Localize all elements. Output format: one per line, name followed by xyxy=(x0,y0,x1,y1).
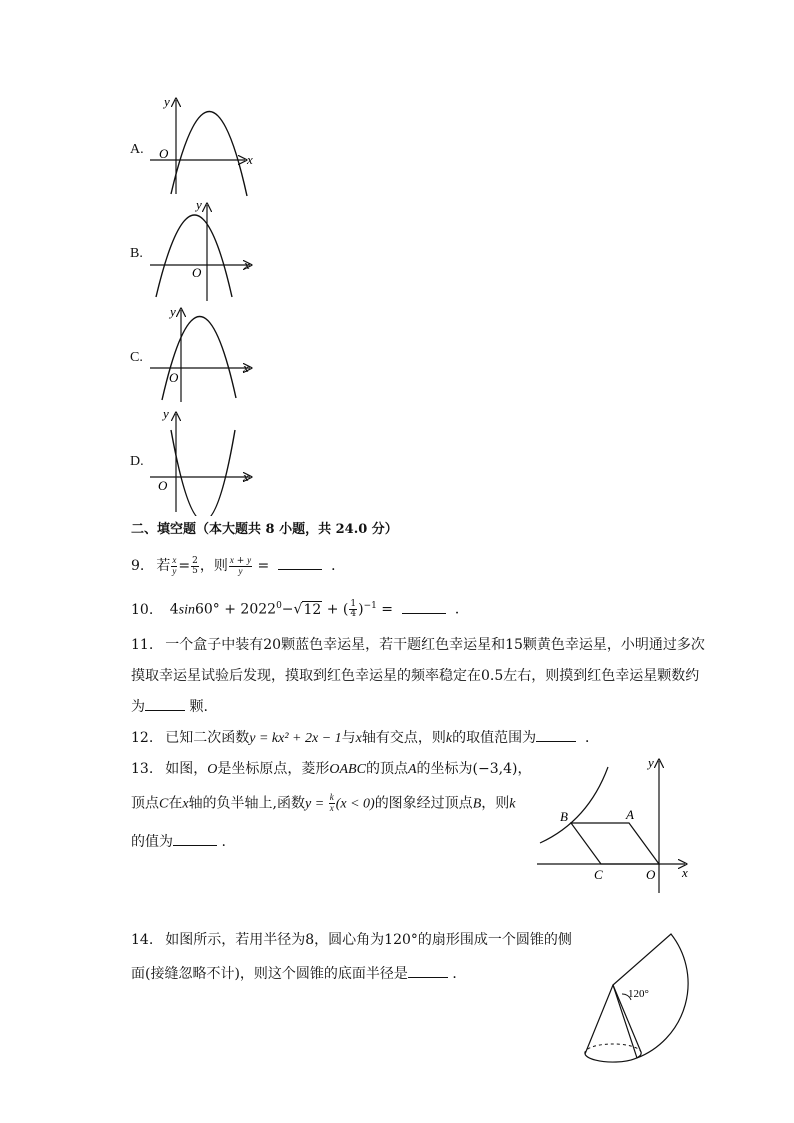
q13-x: x xyxy=(182,796,189,812)
q13-k: k xyxy=(509,796,516,812)
q10-sin: sin xyxy=(178,602,195,618)
q10-coef: 4 xyxy=(169,601,179,618)
question-11 xyxy=(131,635,705,655)
q13-O: O xyxy=(207,762,218,777)
x-label: x xyxy=(244,257,250,272)
answer-blank[interactable] xyxy=(278,555,322,570)
option-a-graph xyxy=(140,90,270,200)
q13-text-10: ，则 xyxy=(481,795,510,812)
q13-text: 如图， xyxy=(165,761,208,777)
label-C: C xyxy=(594,867,603,882)
origin-label: O xyxy=(192,265,202,280)
q13-text-2: 是坐标原点，菱形 xyxy=(217,761,330,777)
q11-line-3-pre: 为 xyxy=(131,699,145,715)
q14-end: ． xyxy=(452,966,467,982)
fraction-xy-over-y: $\frac{x + y}{y}$ xyxy=(229,554,252,576)
x-label: x xyxy=(243,469,249,484)
parabola xyxy=(162,316,236,400)
q9-text: 若 xyxy=(156,558,171,574)
q13-text-4: 的坐标为 xyxy=(416,761,473,777)
question-number: 10. xyxy=(131,601,154,618)
parabola xyxy=(171,430,235,516)
q13-C: C xyxy=(159,796,169,812)
q13-text-8: 轴的负半轴上,函数 xyxy=(188,795,306,812)
q13-text-6: 顶点 xyxy=(131,795,159,812)
q14-line-2: 面(接缝忽略不计)，则这个圆锥的底面半径是 xyxy=(131,966,408,982)
q13-text-5: ， xyxy=(517,761,532,777)
parabola xyxy=(156,215,232,297)
q11-line-2: 摸取幸运星试验后发现，摸取到红色幸运星的频率稳定在0.5左右，则摸到红色幸运星颗数约 xyxy=(131,668,700,684)
q13-B: B xyxy=(472,796,482,812)
q12-x: x xyxy=(355,731,362,746)
label-B: B xyxy=(560,809,568,824)
q9-equals-2: = xyxy=(253,558,274,574)
x-label: x xyxy=(247,152,253,167)
question-number: 9. xyxy=(131,558,145,574)
q12-text: 已知二次函数 xyxy=(165,730,250,746)
label-x: x xyxy=(682,865,688,880)
origin-label: O xyxy=(158,478,168,493)
q10-exp-zero: 0 xyxy=(276,601,282,611)
y-label: y xyxy=(196,197,202,212)
cone-base-front xyxy=(585,1052,641,1062)
q13-condition: (x < 0) xyxy=(335,796,375,812)
answer-blank[interactable] xyxy=(145,696,185,711)
fraction-x-over-y: $\frac{x}{y}$ xyxy=(172,554,177,576)
option-b-graph xyxy=(140,195,270,305)
q13-figure xyxy=(532,755,700,895)
question-14-line-2 xyxy=(131,963,466,984)
q10-plus: + ( xyxy=(322,601,349,618)
question-10: 10. $4\sin 60^\circ + 2022^0-√12$ + ( $\frac{1}{4}$ )$^{-1}$ = ． xyxy=(131,599,469,620)
option-d-graph xyxy=(140,402,270,516)
q13-text-3: 的顶点 xyxy=(365,761,408,777)
answer-blank[interactable] xyxy=(173,831,217,846)
q14-figure xyxy=(576,928,726,1073)
q10-end: ． xyxy=(454,601,469,618)
origin-label: O xyxy=(159,146,169,161)
question-11-line-2 xyxy=(131,666,699,686)
q13-coord: (−3,4) xyxy=(472,761,518,777)
answer-blank[interactable] xyxy=(402,599,446,614)
option-b-label: B. xyxy=(130,246,143,261)
origin-label: O xyxy=(169,370,179,385)
q9-equals: = xyxy=(178,558,191,574)
q11-line-3-post: 颗. xyxy=(189,699,208,715)
option-c-graph xyxy=(140,298,270,410)
question-number: 12. xyxy=(131,730,154,746)
y-label: y xyxy=(170,304,176,319)
hyperbola xyxy=(540,767,608,843)
q12-function: y = kx² + 2x − 1 xyxy=(249,731,342,746)
q13-text-7: 在 xyxy=(168,795,183,812)
q13-A: A xyxy=(407,762,417,777)
x-label: x xyxy=(243,360,249,375)
q13-text-9: 的图象经过顶点 xyxy=(374,795,473,812)
cone-left-edge xyxy=(585,985,613,1054)
y-label: y xyxy=(164,94,170,109)
q13-func-lhs: y = xyxy=(305,796,328,812)
q12-k: k xyxy=(445,731,453,746)
q10-exp-neg1: −1 xyxy=(363,601,377,611)
question-13 xyxy=(131,759,531,780)
label-O: O xyxy=(646,867,656,882)
sector xyxy=(613,934,688,1058)
q9-text-2: ，则 xyxy=(199,558,228,574)
rhombus-OABC xyxy=(571,823,659,864)
q12-text-2: 与 xyxy=(341,730,356,746)
parabola xyxy=(171,111,247,196)
q13-text-12: . xyxy=(221,834,226,850)
y-label: y xyxy=(163,406,169,421)
question-13-line-3 xyxy=(131,831,226,852)
question-9 xyxy=(131,555,345,577)
label-y: y xyxy=(648,755,654,770)
question-number: 11. xyxy=(131,637,154,653)
q10-equals: = xyxy=(376,601,398,618)
fraction-1-over-4: $\frac{1}{4}$ xyxy=(350,599,357,620)
q13-OABC: OABC xyxy=(329,762,366,777)
q10-minus: − xyxy=(281,601,294,618)
q12-text-3: 轴有交点，则 xyxy=(361,730,446,746)
option-d-label: D. xyxy=(130,454,144,469)
answer-blank[interactable] xyxy=(536,727,576,742)
angle-label: 120° xyxy=(628,988,649,1000)
q10-expr: 60° + 2022 xyxy=(194,601,277,618)
question-11-line-3 xyxy=(131,696,208,717)
answer-blank[interactable] xyxy=(408,963,448,978)
q12-end: ． xyxy=(585,730,600,746)
question-13-line-2 xyxy=(131,793,515,815)
q10-sqrt-arg: 12 xyxy=(303,601,322,618)
question-12 xyxy=(131,727,599,749)
q10-close: ) xyxy=(358,601,364,618)
q9-end: ． xyxy=(331,558,346,574)
fraction-k-over-x: $\frac{k}{x}$ xyxy=(329,792,334,813)
fraction-2-over-5: $\frac{2}{5}$ xyxy=(192,555,198,576)
q13-text-11: 的值为 xyxy=(131,834,173,850)
option-a-label: A. xyxy=(130,142,144,157)
label-A: A xyxy=(626,807,634,822)
question-number: 13. xyxy=(131,761,154,777)
q14-line-1: 如图所示，若用半径为8，圆心角为120°的扇形围成一个圆锥的侧 xyxy=(165,932,572,948)
question-number: 14. xyxy=(131,932,154,948)
option-c-label: C. xyxy=(130,350,143,365)
question-14 xyxy=(131,930,572,950)
q11-line-1: 一个盒子中装有20颗蓝色幸运星，若干题红色幸运星和15颗黄色幸运星，小明通过多次 xyxy=(165,637,705,653)
q12-text-4: 的取值范围为 xyxy=(452,730,537,746)
section-title: 二、填空题（本大题共 8 小题，共 24.0 分） xyxy=(131,522,398,537)
